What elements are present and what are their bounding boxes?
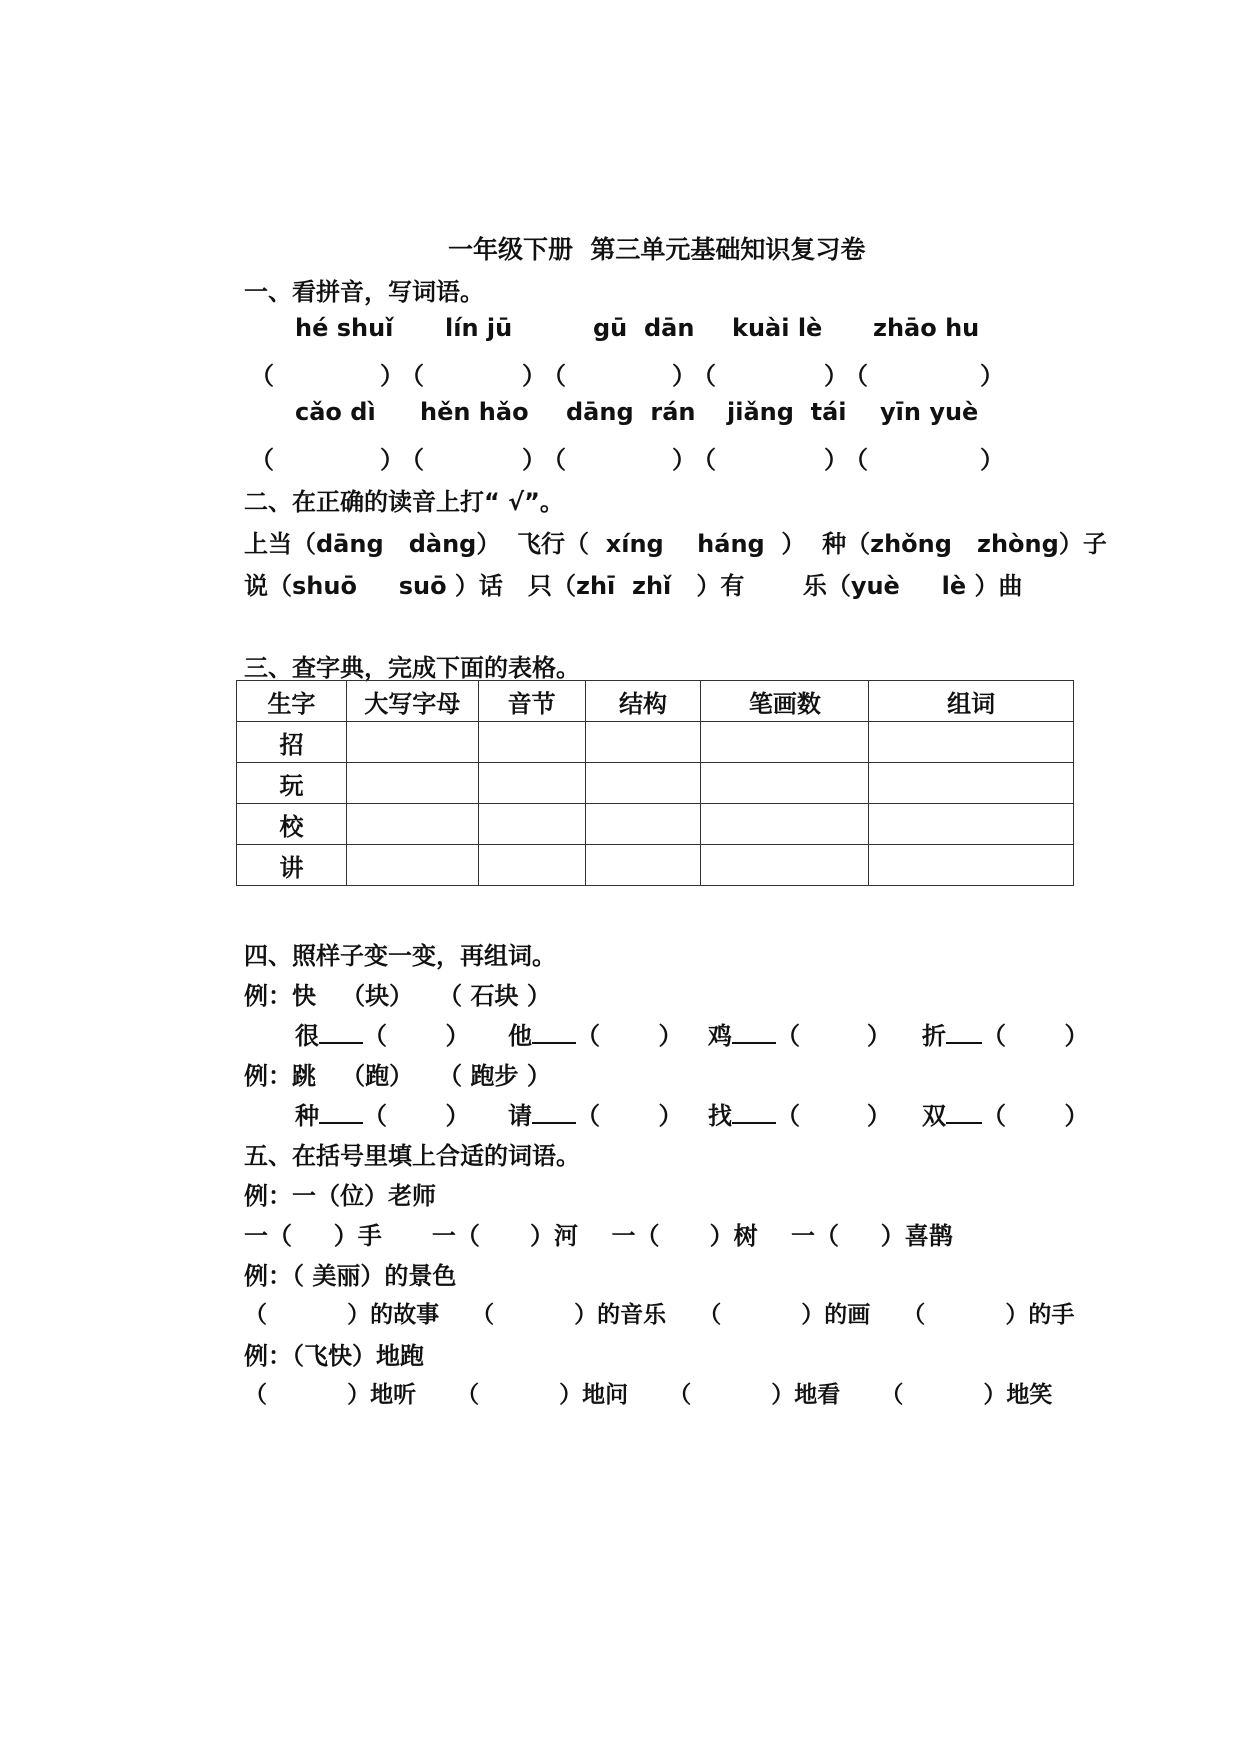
fill-char: 种 <box>295 1102 319 1130</box>
paren-close: ） <box>824 446 848 474</box>
table-header-row <box>237 681 1074 722</box>
fill-item[interactable]: 他 （ ） <box>508 1022 683 1050</box>
table-header: 生字 <box>237 681 347 722</box>
table-row <box>237 763 1074 804</box>
table-header: 笔画数 <box>701 681 869 722</box>
pinyin-item: dāng rán <box>566 398 696 426</box>
example-line: 例：快 （块） （ 石块 ） <box>244 982 551 1010</box>
fill-line[interactable]: （ ）的故事 （ ）的音乐 （ ）的画 （ ）的手 <box>244 1302 1075 1328</box>
paren-open: （ <box>844 446 868 474</box>
fill-blank[interactable] <box>946 1100 982 1124</box>
fill-char: 折 <box>922 1022 946 1050</box>
pinyin-item: hé shuǐ <box>295 314 394 342</box>
table-cell[interactable] <box>585 845 701 886</box>
table-cell[interactable] <box>346 845 478 886</box>
section5-heading: 五、在括号里填上合适的词语。 <box>244 1142 580 1170</box>
table-cell[interactable] <box>701 804 869 845</box>
table-header: 结构 <box>585 681 701 722</box>
paren-open: （ <box>692 362 716 390</box>
table-char: 校 <box>237 804 347 845</box>
table-cell[interactable] <box>478 845 585 886</box>
pinyin-item: kuài lè <box>732 314 823 342</box>
table-header: 音节 <box>478 681 585 722</box>
fill-item[interactable]: 请 （ ） <box>508 1102 683 1130</box>
fill-blank[interactable] <box>532 1100 576 1124</box>
fill-char: 找 <box>708 1102 732 1130</box>
fill-line[interactable]: 一（ ）手 一（ ）河 一（ ）树 一（ ）喜鹊 <box>244 1222 953 1250</box>
fill-blank[interactable] <box>732 1100 776 1124</box>
paren-open: （ <box>542 362 566 390</box>
pinyin-item: hěn hǎo <box>420 398 529 426</box>
paren-open: （ <box>692 446 716 474</box>
paren-open: （ <box>844 362 868 390</box>
paren-close: ） <box>980 362 1004 390</box>
section4-heading: 四、照样子变一变，再组词。 <box>244 942 556 970</box>
paren-open: （ <box>400 362 424 390</box>
table-cell[interactable] <box>478 722 585 763</box>
fill-item[interactable]: 找 （ ） <box>708 1102 891 1130</box>
table-header: 组词 <box>869 681 1074 722</box>
table-cell[interactable] <box>701 845 869 886</box>
paren-close: ） <box>980 446 1004 474</box>
fill-item[interactable]: 很 （ ） <box>295 1022 470 1050</box>
page-title: 一年级下册 第三单元基础知识复习卷 <box>448 235 866 264</box>
pinyin-item: yīn yuè <box>880 398 979 426</box>
table-cell[interactable] <box>585 804 701 845</box>
table-cell[interactable] <box>869 804 1074 845</box>
example-line: 例：（飞快）地跑 <box>244 1342 424 1370</box>
fill-char: 请 <box>508 1102 532 1130</box>
fill-char: 双 <box>922 1102 946 1130</box>
fill-blank[interactable] <box>946 1020 982 1044</box>
fill-item[interactable]: 双 （ ） <box>922 1102 1089 1130</box>
paren-open: （ <box>400 446 424 474</box>
table-char: 讲 <box>237 845 347 886</box>
fill-char: 他 <box>508 1022 532 1050</box>
table-row <box>237 722 1074 763</box>
fill-blank[interactable] <box>532 1020 576 1044</box>
paren-close: ） <box>522 362 546 390</box>
dictionary-table <box>236 680 1074 886</box>
section1-heading: 一、看拼音，写词语。 <box>244 278 484 306</box>
paren-close: ） <box>380 362 404 390</box>
pronunciation-line-2: 说（shuō suō ）话 只（zhī zhǐ ）有 乐（yuè lè ）曲 <box>244 572 1023 600</box>
table-cell[interactable] <box>346 804 478 845</box>
pinyin-item: lín jū <box>445 314 513 342</box>
fill-blank[interactable] <box>732 1020 776 1044</box>
paren-close: ） <box>522 446 546 474</box>
table-row <box>237 804 1074 845</box>
fill-item[interactable]: 折 （ ） <box>922 1022 1089 1050</box>
fill-blank[interactable] <box>319 1020 363 1044</box>
table-cell[interactable] <box>869 722 1074 763</box>
table-cell[interactable] <box>701 722 869 763</box>
fill-blank[interactable] <box>319 1100 363 1124</box>
table-header: 大写字母 <box>346 681 478 722</box>
paren-close: ） <box>672 362 696 390</box>
section3-heading: 三、查字典，完成下面的表格。 <box>244 654 580 682</box>
fill-char: 鸡 <box>708 1022 732 1050</box>
pinyin-item: gū dān <box>593 314 695 342</box>
table-char: 招 <box>237 722 347 763</box>
fill-item[interactable]: 种 （ ） <box>295 1102 470 1130</box>
table-cell[interactable] <box>869 763 1074 804</box>
table-cell[interactable] <box>701 763 869 804</box>
pinyin-item: cǎo dì <box>295 398 376 426</box>
paren-close: ） <box>672 446 696 474</box>
fill-item[interactable]: 鸡 （ ） <box>708 1022 891 1050</box>
example-line: 例：（ 美丽）的景色 <box>244 1262 457 1290</box>
table-cell[interactable] <box>346 722 478 763</box>
paren-close: ） <box>380 446 404 474</box>
paren-close: ） <box>824 362 848 390</box>
table-cell[interactable] <box>585 763 701 804</box>
table-cell[interactable] <box>478 763 585 804</box>
paren-open: （ <box>250 362 274 390</box>
pinyin-item: jiǎng tái <box>727 398 847 426</box>
paren-open: （ <box>250 446 274 474</box>
pinyin-item: zhāo hu <box>873 314 980 342</box>
table-row <box>237 845 1074 886</box>
example-line: 例：一（位）老师 <box>244 1182 436 1210</box>
fill-char: 很 <box>295 1022 319 1050</box>
table-cell[interactable] <box>346 763 478 804</box>
pronunciation-line-1: 上当（dāng dàng） 飞行（ xíng háng ） 种（zhǒng zhòng）子 <box>244 530 1107 558</box>
fill-line[interactable]: （ ）地听 （ ）地问 （ ）地看 （ ）地笑 <box>244 1382 1053 1408</box>
section2-heading: 二、在正确的读音上打“ √”。 <box>244 488 564 516</box>
table-cell[interactable] <box>478 804 585 845</box>
table-char: 玩 <box>237 763 347 804</box>
table-cell[interactable] <box>585 722 701 763</box>
paren-open: （ <box>542 446 566 474</box>
table-cell[interactable] <box>869 845 1074 886</box>
example-line: 例：跳 （跑） （ 跑步 ） <box>244 1062 551 1090</box>
